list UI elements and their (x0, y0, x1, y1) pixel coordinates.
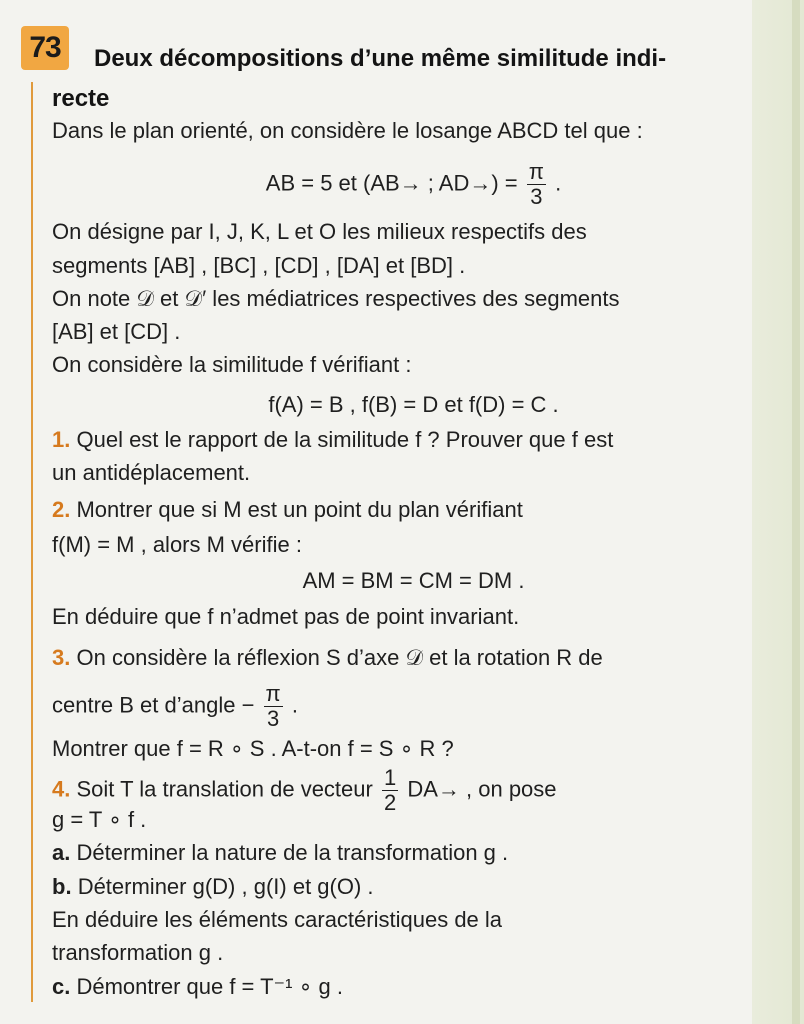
question-2-cont: f(M) = M , alors M vérifie : (52, 532, 302, 557)
question-1-cont: un antidéplacement. (52, 460, 251, 485)
exercise-number-badge: 73 (21, 26, 69, 70)
question-4a: a. Déterminer la nature de la transformation g . (52, 840, 509, 865)
intro-line: Dans le plan orienté, on considère le losange ABCD tel que : (52, 118, 643, 143)
fraction-pi-over-3: $\frac{\pi}{3}$ (528, 159, 544, 209)
question-3-compose: Montrer que f = R ∘ S . A-t-on f = S ∘ R ? (52, 736, 454, 761)
fraction-pi-over-3-b: $\frac{\pi}{3}$ (265, 681, 281, 731)
similitude-equation: f(A) = B , f(B) = D et f(D) = C . (268, 392, 559, 417)
question-1: 1. Quel est le rapport de la similitude f ? Prouver que f est (52, 427, 614, 452)
question-4b-deduce: En déduire les éléments caractéristiques de la (52, 907, 503, 932)
note-line-1: On note 𝒟 et 𝒟′ les médiatrices respectives des segments (52, 286, 620, 311)
similitude-intro: On considère la similitude f vérifiant : (52, 352, 412, 377)
question-4: 4. Soit T la translation de vecteur $\frac{1}{2}$ DA→ , on pose (52, 765, 557, 815)
question-2: 2. Montrer que si M est un point du plan vérifiant (52, 497, 523, 522)
question-3-angle: centre B et d’angle − $\frac{\pi}{3}$ . (52, 681, 298, 731)
question-4c: c. Démontrer que f = T⁻¹ ∘ g . (52, 974, 343, 999)
exercise-title-continued: recte (52, 85, 110, 112)
definition-line-2: segments [AB] , [BC] , [CD] , [DA] et [BD] . (52, 253, 466, 278)
equation-rhombus: AB = 5 et (AB→ ; AD→) = $\frac{\pi}{3}$ . (265, 159, 562, 209)
exercise-title: Deux décompositions d’une même similitude indi- (94, 45, 667, 72)
question-4b: b. Déterminer g(D) , g(I) et g(O) . (52, 874, 374, 899)
fraction-one-half: $\frac{1}{2}$ (383, 765, 397, 815)
question-2-deduce: En déduire que f n’admet pas de point invariant. (52, 604, 520, 629)
question-4-def: g = T ∘ f . (52, 807, 147, 832)
question-3: 3. On considère la réflexion S d’axe 𝒟 et la rotation R de (52, 645, 603, 670)
question-4b-deduce-cont: transformation g . (52, 940, 224, 965)
definition-line-1: On désigne par I, J, K, L et O les milieux respectifs des (52, 219, 587, 244)
equation-rhombus-left: AB = 5 et (AB→ ; AD→) = (265, 170, 518, 196)
note-line-2: [AB] et [CD] . (52, 319, 181, 344)
question-2-equation: AM = BM = CM = DM . (302, 568, 525, 593)
exercise-margin-line (31, 82, 33, 1002)
